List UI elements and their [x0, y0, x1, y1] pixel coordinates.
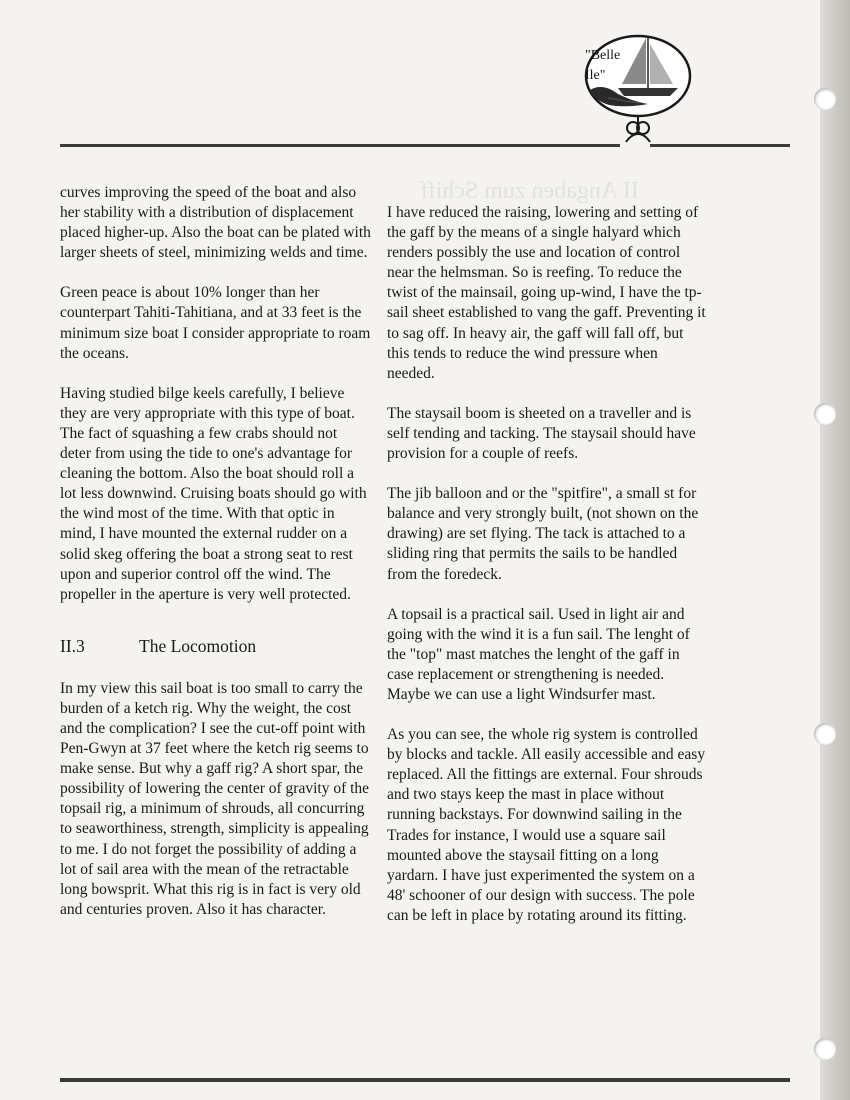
paragraph: In my view this sail boat is too small to carry the burden of a ketch rig. Why the weight, the cost and the complication? I see the cut-off point with Pen-Gwyn at 37 feet where the ketch rig seems to make sense. But why a gaff rig? A short spar, the possibility of lowering the center of gravity of the topsail rig, a minimum of shrouds, all concurring to seaworthiness, strength, simplicity is appealing to me. I do not forget the possibility of adding a lot of sail area with the mean of the retractable long bowsprit. What this rig is in fact is very old and centuries proven. Also it has character.	[60, 679, 370, 918]
paragraph: A topsail is a practical sail. Used in light air and going with the wind it is a fun sail. The lenght of the "top" mast matches the lenght of the gaff in case replacement or strengthening is needed. Maybe we can use a light Windsurfer mast.	[387, 605, 690, 703]
binder-hole	[814, 88, 836, 110]
footer-rule	[60, 1078, 790, 1082]
paragraph: I have reduced the raising, lowering and setting of the gaff by the means of a single halyard which renders possibly the use and location of control near the helmsman. So is reefing. To reduce the twist of the mainsail, going up-wind, I have the tp-sail sheet established to vang the gaff. Preventing it to sag off. In heavy air, the gaff will fall off, but this tends to reduce the wind pressure when needed.	[387, 204, 706, 382]
binder-hole	[814, 1038, 836, 1060]
bleed-through-text: II Angaben zum Schiff	[420, 178, 639, 204]
paragraph: As you can see, the whole rig system is controlled by blocks and tackle. All easily accessible and easy replaced. All the fittings are external. Four shrouds and two stays keep the mast in place without running backstays. For downwind sailing in the Trades for instance, I would use a square sail mounted above the staysail fitting on a long yardarn. I have just experimented the system on a 48' schooner of our design with success. The pole can be left in place by rotating around its fitting.	[387, 726, 706, 924]
header-rule	[650, 144, 790, 147]
paragraph: Having studied bilge keels carefully, I believe they are very appropriate with this type of boat. The fact of squashing a few crabs should not deter from using the tide to one's advantage for cleaning the bottom. Also the boat should roll a lot less downwind. Cruising boats should go with the wind most of the time. With that optic in mind, I have mounted the external rudder on a solid skeg offering the boat a strong seat to rest upon and superior control off the wind. The propeller in the aperture is very well protected.	[60, 384, 367, 603]
left-column	[60, 183, 372, 940]
paragraph: curves improving the speed of the boat and also her stability with a distribution of displacement placed higher-up. Also the boat can be plated with larger sheets of steel, minimizing welds and time.	[60, 184, 371, 262]
binder-hole	[814, 723, 836, 745]
binder-hole	[814, 403, 836, 425]
header-rule	[60, 144, 620, 147]
logo-text: "Belle Ile"	[585, 48, 621, 83]
paragraph: The jib balloon and or the "spitfire", a small st for balance and very strongly built, (not shown on the drawing) are set flying. The tack is attached to a sliding ring that permits the sails to be handled from the foredeck.	[387, 485, 699, 583]
page-edge	[820, 0, 850, 1100]
section-title: The Locomotion	[139, 635, 257, 656]
paragraph: The staysail boom is sheeted on a traveller and is self tending and tacking. The staysail should have provision for a couple of reefs.	[387, 404, 696, 463]
right-column	[387, 203, 707, 946]
section-heading	[60, 635, 372, 657]
section-number: II.3	[60, 635, 85, 656]
paragraph: Green peace is about 10% longer than her counterpart Tahiti-Tahitiana, and at 33 feet is the minimum size boat I consider appropriate to roam the oceans.	[60, 284, 371, 362]
